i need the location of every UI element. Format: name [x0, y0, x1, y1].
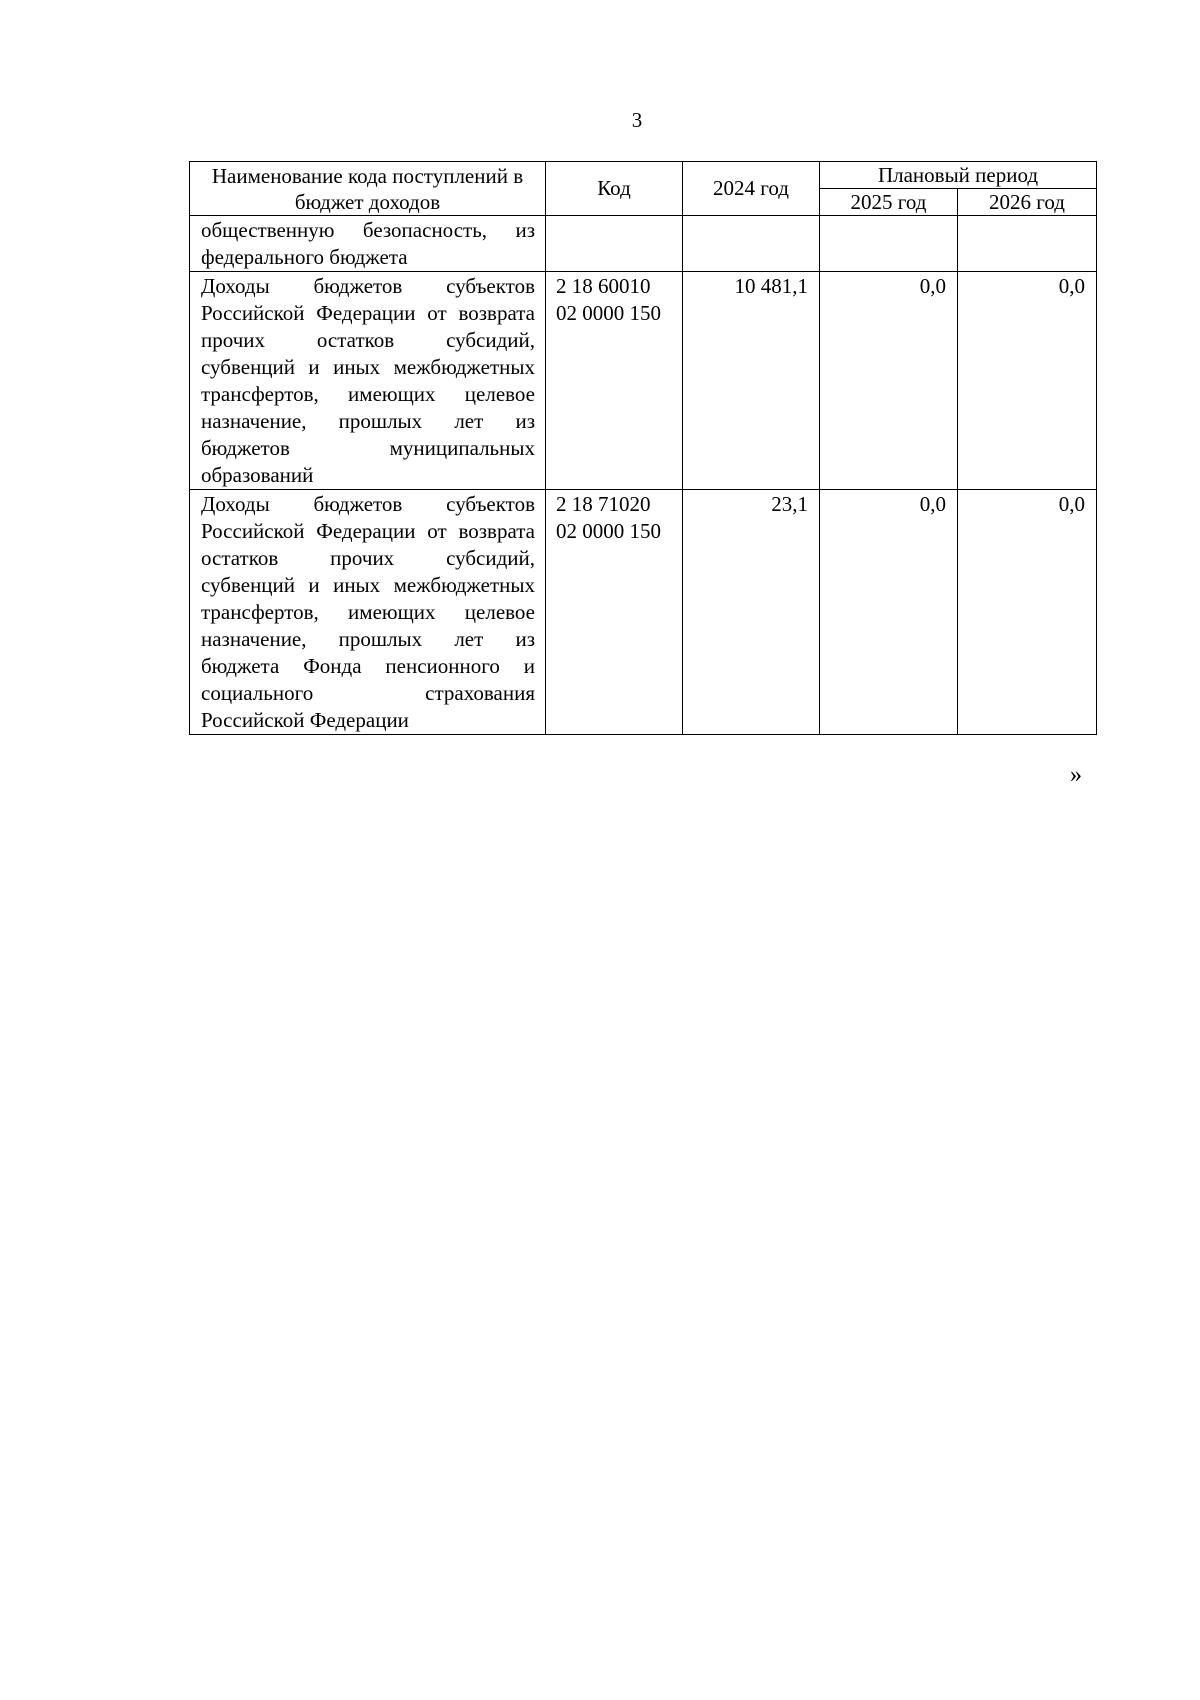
row-value-2025	[820, 216, 958, 272]
header-code: Код	[546, 162, 683, 216]
header-year-2025: 2025 год	[820, 189, 958, 216]
row-name: общественную безопасность, из федерального бюджета	[190, 216, 546, 272]
row-value-2024	[683, 216, 820, 272]
table-row	[190, 272, 1097, 490]
row-value-2026	[958, 216, 1097, 272]
row-value-2026: 0,0	[958, 490, 1097, 735]
row-value-2024: 23,1	[683, 490, 820, 735]
row-value-2025: 0,0	[820, 490, 958, 735]
budget-revenue-table	[189, 161, 1097, 735]
table-row	[190, 490, 1097, 735]
row-code-line2: 02 0000 150	[556, 519, 661, 543]
header-year-2024: 2024 год	[683, 162, 820, 216]
header-planned-period: Плановый период	[820, 162, 1097, 189]
row-name: Доходы бюджетов субъектов Российской Федерации от возврата прочих остатков субсидий, субвенций и иных межбюджетных трансфертов, имеющих целевое назначение, прошлых лет из бюджетов муниципальных образований	[190, 272, 546, 490]
page-number: 3	[631, 108, 643, 132]
row-value-2026: 0,0	[958, 272, 1097, 490]
row-code	[546, 490, 683, 735]
row-code-line2: 02 0000 150	[556, 301, 661, 325]
table-header-row	[190, 162, 1097, 189]
header-year-2026: 2026 год	[958, 189, 1097, 216]
row-name: Доходы бюджетов субъектов Российской Федерации от возврата остатков прочих субсидий, субвенций и иных межбюджетных трансфертов, имеющих целевое назначение, прошлых лет из бюджета Фонда пенсионного и социального страхования Российской Федерации	[190, 490, 546, 735]
row-value-2024: 10 481,1	[683, 272, 820, 490]
table-row	[190, 216, 1097, 272]
row-value-2025: 0,0	[820, 272, 958, 490]
row-code	[546, 216, 683, 272]
row-code-line1: 2 18 71020	[556, 492, 651, 516]
header-name: Наименование кода поступлений в бюджет доходов	[190, 162, 546, 216]
row-code	[546, 272, 683, 490]
closing-quote-mark: »	[1070, 762, 1082, 788]
row-code-line1: 2 18 60010	[556, 274, 651, 298]
